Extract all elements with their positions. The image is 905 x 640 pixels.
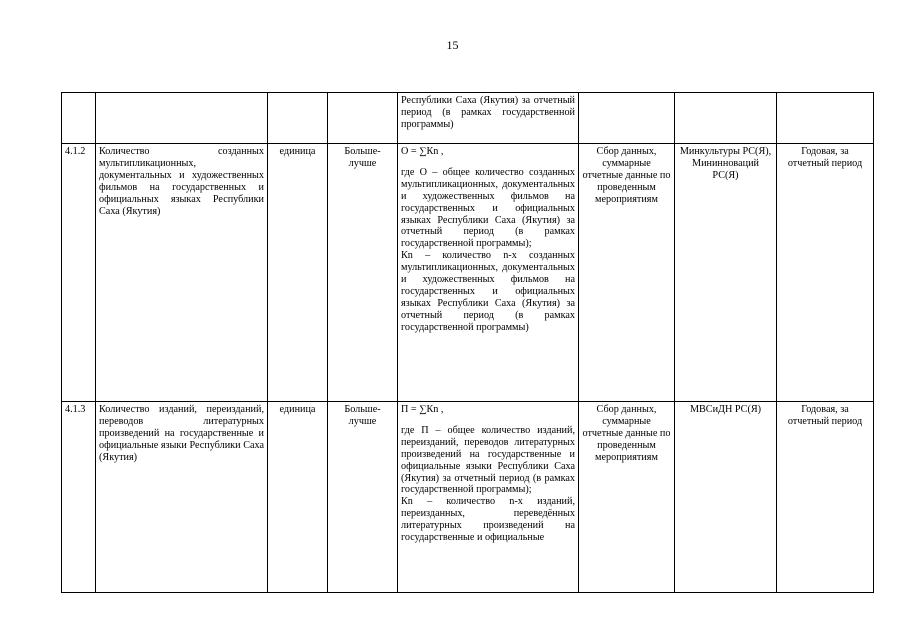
indicator-direction: Больше-лучше bbox=[328, 402, 398, 593]
unit-of-measure: единица bbox=[268, 402, 328, 593]
responsible-body: МВСиДН РС(Я) bbox=[675, 402, 777, 593]
table-row-continuation bbox=[62, 93, 874, 144]
indicator-direction: Больше-лучше bbox=[328, 144, 398, 402]
calculation-method bbox=[398, 144, 579, 402]
cell-responsible bbox=[675, 93, 777, 144]
cell-unit bbox=[268, 93, 328, 144]
formula-kn-description: Кn – количество n-х созданных мультипликационных, документальных и художественных фильмов на государственных и официальных языках Республики Саха (Якутия) за отчетный период (в рамках государственной программы) bbox=[401, 250, 575, 333]
formula-where-description: где П – общее количество изданий, переизданий, переводов литературных произведений на государственные и официальные языки Республики Саха (Якутия) за отчетный период (в рамках государственной программы); bbox=[401, 424, 575, 496]
formula-kn-description: Кn – количество n-х изданий, переизданных, переведённых литературных произведений на государственные и официальные bbox=[401, 496, 575, 544]
formula: П = ∑Кn , bbox=[401, 404, 444, 415]
formula-where-description: где О – общее количество созданных мультипликационных, документальных и художественных фильмов на государственных и официальных языках Республики Саха (Якутия) за отчетный период (в рамках государственной программы); bbox=[401, 166, 575, 250]
table-row bbox=[62, 402, 874, 593]
unit-of-measure: единица bbox=[268, 144, 328, 402]
data-source: Сбор данных, суммарные отчетные данные по проведенным мероприятиям bbox=[579, 144, 675, 402]
cell-formula-tail: Республики Саха (Якутия) за отчетный период (в рамках государственной программы) bbox=[398, 93, 579, 144]
periodicity: Годовая, за отчетный период bbox=[777, 144, 874, 402]
data-source: Сбор данных, суммарные отчетные данные по проведенным мероприятиям bbox=[579, 402, 675, 593]
formula: О = ∑Кn , bbox=[401, 146, 444, 157]
table-row bbox=[62, 144, 874, 402]
indicator-name: Количество созданных мультипликационных, документальных и художественных фильмов на государственных и официальных языках Республики Саха (Якутия) bbox=[96, 144, 268, 402]
calculation-method bbox=[398, 402, 579, 593]
indicators-table bbox=[61, 92, 874, 593]
cell-source bbox=[579, 93, 675, 144]
periodicity: Годовая, за отчетный период bbox=[777, 402, 874, 593]
cell-periodicity bbox=[777, 93, 874, 144]
indicator-name: Количество изданий, переизданий, переводов литературных произведений на государственные и официальные языки Республики Саха (Якутия) bbox=[96, 402, 268, 593]
row-number: 4.1.2 bbox=[62, 144, 96, 402]
cell-direction bbox=[328, 93, 398, 144]
cell-num bbox=[62, 93, 96, 144]
row-number: 4.1.3 bbox=[62, 402, 96, 593]
responsible-body: Минкультуры РС(Я), Мининноваций РС(Я) bbox=[675, 144, 777, 402]
cell-indicator bbox=[96, 93, 268, 144]
page-number: 15 bbox=[446, 38, 459, 52]
